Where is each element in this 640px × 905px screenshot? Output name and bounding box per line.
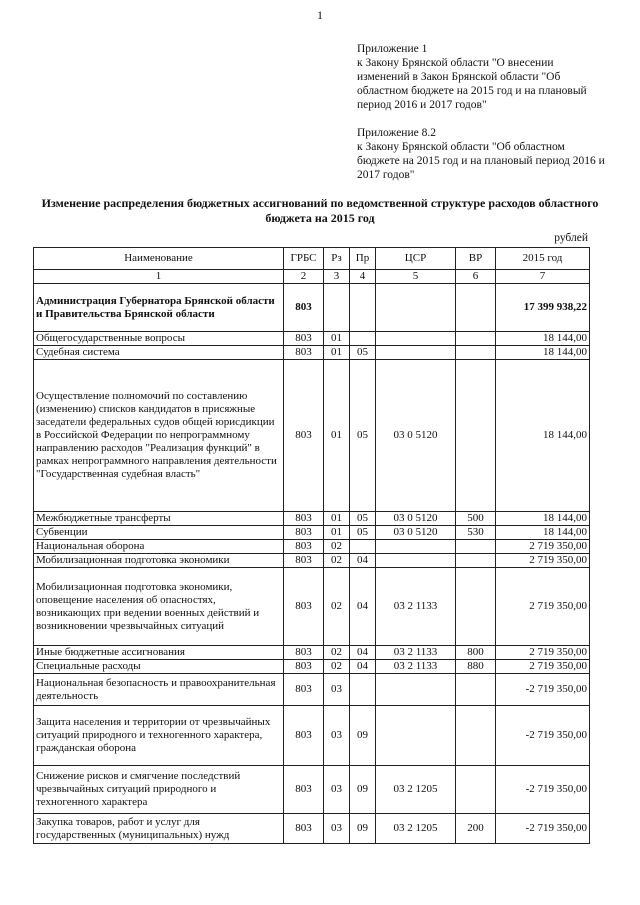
row-pr: 04 [350, 568, 376, 646]
row-grbs: 803 [284, 346, 324, 360]
row-name: Субвенции [34, 526, 284, 540]
row-grbs: 803 [284, 540, 324, 554]
row-csr: 03 0 5120 [376, 512, 456, 526]
row-csr [376, 540, 456, 554]
row-vr [456, 706, 496, 766]
row-rz: 01 [324, 346, 350, 360]
row-sum: -2 719 350,00 [496, 706, 590, 766]
row-sum: -2 719 350,00 [496, 814, 590, 844]
row-pr: 04 [350, 646, 376, 660]
table-row [34, 346, 590, 360]
row-csr [376, 706, 456, 766]
column-number: 6 [456, 270, 496, 284]
row-vr: 500 [456, 512, 496, 526]
row-grbs: 803 [284, 526, 324, 540]
row-sum: 18 144,00 [496, 526, 590, 540]
row-rz: 03 [324, 674, 350, 706]
row-grbs: 803 [284, 646, 324, 660]
row-csr [376, 332, 456, 346]
row-pr: 04 [350, 660, 376, 674]
row-sum: 18 144,00 [496, 512, 590, 526]
row-sum: -2 719 350,00 [496, 766, 590, 814]
row-vr [456, 360, 496, 512]
header-vr: ВР [456, 248, 496, 270]
row-grbs: 803 [284, 284, 324, 332]
row-grbs: 803 [284, 766, 324, 814]
row-grbs: 803 [284, 706, 324, 766]
row-vr [456, 332, 496, 346]
row-name: Национальная оборона [34, 540, 284, 554]
table-row [34, 526, 590, 540]
table-row [34, 568, 590, 646]
row-csr [376, 554, 456, 568]
column-number: 4 [350, 270, 376, 284]
row-name: Администрация Губернатора Брянской области и Правительства Брянской области [34, 284, 284, 332]
row-pr: 05 [350, 360, 376, 512]
row-grbs: 803 [284, 674, 324, 706]
table-row [34, 332, 590, 346]
row-name: Специальные расходы [34, 660, 284, 674]
table-row [34, 660, 590, 674]
row-csr: 03 2 1133 [376, 660, 456, 674]
table-row [34, 814, 590, 844]
table-row [34, 646, 590, 660]
row-rz: 02 [324, 660, 350, 674]
appendix-1-title: Приложение 1 [357, 43, 428, 55]
row-pr [350, 540, 376, 554]
row-name: Судебная система [34, 346, 284, 360]
table-row [34, 766, 590, 814]
row-grbs: 803 [284, 332, 324, 346]
row-rz: 02 [324, 646, 350, 660]
row-vr [456, 568, 496, 646]
column-number: 5 [376, 270, 456, 284]
row-grbs: 803 [284, 512, 324, 526]
row-csr: 03 2 1205 [376, 766, 456, 814]
row-rz: 01 [324, 526, 350, 540]
row-pr: 09 [350, 814, 376, 844]
units-label: рублей [554, 232, 588, 244]
row-sum: -2 719 350,00 [496, 674, 590, 706]
row-sum: 2 719 350,00 [496, 568, 590, 646]
document-title: Изменение распределения бюджетных ассигнований по ведомственной структуре расходов областного бюджета на 2015 год [41, 196, 599, 225]
row-sum: 2 719 350,00 [496, 646, 590, 660]
row-pr [350, 332, 376, 346]
table-row [34, 512, 590, 526]
row-csr [376, 284, 456, 332]
row-sum: 17 399 938,22 [496, 284, 590, 332]
budget-table [33, 247, 590, 844]
row-name: Осуществление полномочий по составлению (изменению) списков кандидатов в присяжные заседатели федеральных судов общей юрисдикции в Российской Федерации по непрограммному направлению расходов "Реализация функций" в рамках непрограммного направления деятельности "Государственная судебная власть" [34, 360, 284, 512]
row-csr: 03 0 5120 [376, 360, 456, 512]
row-pr: 04 [350, 554, 376, 568]
row-vr [456, 284, 496, 332]
row-vr [456, 346, 496, 360]
header-year: 2015 год [496, 248, 590, 270]
row-vr [456, 674, 496, 706]
row-grbs: 803 [284, 660, 324, 674]
page-number: 1 [317, 8, 323, 22]
appendix-1-block [357, 42, 607, 112]
column-number: 7 [496, 270, 590, 284]
appendix-2-text: к Закону Брянской области "Об областном бюджете на 2015 год и на плановый период 2016 и 2017 годов" [357, 141, 605, 181]
row-grbs: 803 [284, 554, 324, 568]
table-body [34, 284, 590, 844]
row-name: Межбюджетные трансферты [34, 512, 284, 526]
table-row [34, 554, 590, 568]
column-number: 1 [34, 270, 284, 284]
row-name: Мобилизационная подготовка экономики, оповещение населения об опасностях, возникающих при ведении военных действий и возникновении чрезвычайных ситуаций [34, 568, 284, 646]
row-csr: 03 0 5120 [376, 526, 456, 540]
appendix-2-title: Приложение 8.2 [357, 127, 436, 139]
table-row [34, 360, 590, 512]
row-sum: 2 719 350,00 [496, 540, 590, 554]
row-rz: 02 [324, 568, 350, 646]
row-vr: 800 [456, 646, 496, 660]
row-name: Общегосударственные вопросы [34, 332, 284, 346]
row-rz: 01 [324, 332, 350, 346]
row-sum: 18 144,00 [496, 360, 590, 512]
row-rz: 01 [324, 360, 350, 512]
row-rz [324, 284, 350, 332]
row-sum: 18 144,00 [496, 346, 590, 360]
row-pr: 09 [350, 766, 376, 814]
row-sum: 2 719 350,00 [496, 660, 590, 674]
row-sum: 2 719 350,00 [496, 554, 590, 568]
row-vr: 880 [456, 660, 496, 674]
row-pr: 05 [350, 346, 376, 360]
table-row [34, 706, 590, 766]
table-row [34, 540, 590, 554]
row-rz: 03 [324, 766, 350, 814]
column-number: 3 [324, 270, 350, 284]
row-name: Защита населения и территории от чрезвычайных ситуаций природного и техногенного характера, гражданская оборона [34, 706, 284, 766]
row-rz: 01 [324, 512, 350, 526]
column-number: 2 [284, 270, 324, 284]
row-csr: 03 2 1133 [376, 646, 456, 660]
row-csr [376, 346, 456, 360]
header-name: Наименование [34, 248, 284, 270]
row-rz: 03 [324, 706, 350, 766]
row-csr [376, 674, 456, 706]
table-row [34, 284, 590, 332]
row-vr [456, 766, 496, 814]
column-number-row [34, 270, 590, 284]
header-pr: Пр [350, 248, 376, 270]
header-grbs: ГРБС [284, 248, 324, 270]
row-grbs: 803 [284, 360, 324, 512]
row-name: Снижение рисков и смягчение последствий чрезвычайных ситуаций природного и техногенного характера [34, 766, 284, 814]
row-name: Иные бюджетные ассигнования [34, 646, 284, 660]
row-name: Мобилизационная подготовка экономики [34, 554, 284, 568]
header-rz: Рз [324, 248, 350, 270]
row-vr [456, 554, 496, 568]
row-pr: 05 [350, 512, 376, 526]
appendix-1-text: к Закону Брянской области "О внесении изменений в Закон Брянской области "Об областном бюджете на 2015 год и на плановый период 2016 и 2017 годов" [357, 57, 587, 111]
row-grbs: 803 [284, 814, 324, 844]
row-rz: 02 [324, 540, 350, 554]
row-rz: 03 [324, 814, 350, 844]
row-sum: 18 144,00 [496, 332, 590, 346]
row-pr [350, 284, 376, 332]
table-header-row [34, 248, 590, 270]
row-vr: 200 [456, 814, 496, 844]
row-name: Закупка товаров, работ и услуг для государственных (муниципальных) нужд [34, 814, 284, 844]
row-name: Национальная безопасность и правоохранительная деятельность [34, 674, 284, 706]
row-pr: 09 [350, 706, 376, 766]
row-pr: 05 [350, 526, 376, 540]
row-csr: 03 2 1133 [376, 568, 456, 646]
row-pr [350, 674, 376, 706]
row-csr: 03 2 1205 [376, 814, 456, 844]
appendix-2-block [357, 126, 607, 182]
header-csr: ЦСР [376, 248, 456, 270]
row-vr: 530 [456, 526, 496, 540]
table-row [34, 674, 590, 706]
row-grbs: 803 [284, 568, 324, 646]
row-rz: 02 [324, 554, 350, 568]
row-vr [456, 540, 496, 554]
